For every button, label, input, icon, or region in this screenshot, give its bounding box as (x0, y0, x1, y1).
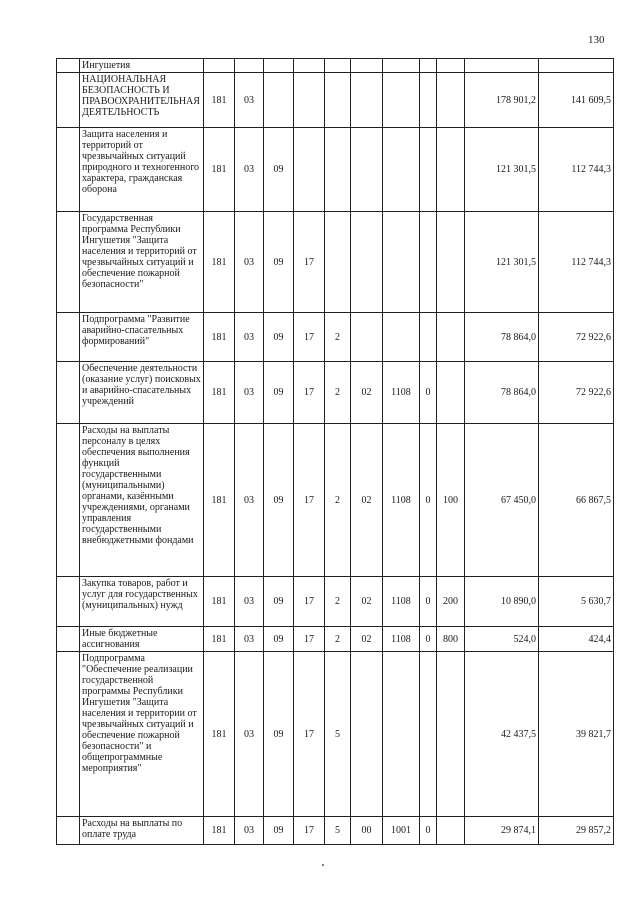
code-cell-c8: 0 (420, 577, 437, 627)
code-cell-c7 (383, 73, 420, 128)
code-cell-c7: 1108 (383, 362, 420, 424)
amount-cell-s2: 29 857,2 (539, 817, 614, 845)
code-cell-c8 (420, 59, 437, 73)
amount-cell-s1: 121 301,5 (465, 212, 539, 313)
page-number: 130 (588, 34, 605, 46)
code-cell-c5: 2 (325, 424, 351, 577)
code-cell-c5: 2 (325, 577, 351, 627)
code-cell-c3: 09 (264, 817, 294, 845)
row-name: Расходы на выплаты персоналу в целях обеспечения выполнения функций государственными (муниципальными) органами, казёнными учреждениями, органами управления государственными внебюджетными фондами (80, 424, 204, 577)
row-margin-cell (57, 577, 80, 627)
code-cell-c5 (325, 73, 351, 128)
code-cell-c2 (235, 59, 264, 73)
code-cell-c8: 0 (420, 817, 437, 845)
code-cell-c2: 03 (235, 577, 264, 627)
code-cell-c7 (383, 59, 420, 73)
code-cell-c3: 09 (264, 652, 294, 817)
code-cell-c1: 181 (204, 128, 235, 212)
amount-cell-s2: 66 867,5 (539, 424, 614, 577)
amount-cell-s1: 178 901,2 (465, 73, 539, 128)
budget-table (56, 58, 614, 845)
code-cell-c9: 100 (437, 424, 465, 577)
amount-cell-s2: 112 744,3 (539, 212, 614, 313)
row-margin-cell (57, 627, 80, 652)
code-cell-c5: 5 (325, 652, 351, 817)
code-cell-c6: 02 (351, 577, 383, 627)
table-row (57, 424, 614, 577)
code-cell-c3: 09 (264, 627, 294, 652)
row-name: Государственная программа Республики Ингушетия "Защита населения и территорий от чрезвычайных ситуаций и обеспечение пожарной безопасности" (80, 212, 204, 313)
row-margin-cell (57, 73, 80, 128)
amount-cell-s1: 29 874,1 (465, 817, 539, 845)
code-cell-c5: 2 (325, 362, 351, 424)
code-cell-c5 (325, 59, 351, 73)
code-cell-c8 (420, 313, 437, 362)
code-cell-c3 (264, 59, 294, 73)
code-cell-c6 (351, 212, 383, 313)
code-cell-c9: 800 (437, 627, 465, 652)
table-row (57, 577, 614, 627)
code-cell-c7: 1108 (383, 627, 420, 652)
amount-cell-s2: 112 744,3 (539, 128, 614, 212)
code-cell-c1: 181 (204, 362, 235, 424)
amount-cell-s1 (465, 59, 539, 73)
code-cell-c8: 0 (420, 424, 437, 577)
code-cell-c2: 03 (235, 627, 264, 652)
code-cell-c7 (383, 652, 420, 817)
code-cell-c1: 181 (204, 652, 235, 817)
code-cell-c1 (204, 59, 235, 73)
code-cell-c8: 0 (420, 362, 437, 424)
row-margin-cell (57, 652, 80, 817)
scan-speck (322, 864, 324, 866)
code-cell-c2: 03 (235, 652, 264, 817)
code-cell-c7: 1108 (383, 424, 420, 577)
code-cell-c4 (294, 59, 325, 73)
code-cell-c3: 09 (264, 362, 294, 424)
code-cell-c6: 02 (351, 424, 383, 577)
amount-cell-s2 (539, 59, 614, 73)
code-cell-c9 (437, 212, 465, 313)
code-cell-c3: 09 (264, 212, 294, 313)
code-cell-c6: 00 (351, 817, 383, 845)
code-cell-c2: 03 (235, 424, 264, 577)
code-cell-c4: 17 (294, 627, 325, 652)
code-cell-c9 (437, 73, 465, 128)
code-cell-c4: 17 (294, 652, 325, 817)
table-row (57, 817, 614, 845)
amount-cell-s2: 141 609,5 (539, 73, 614, 128)
code-cell-c4 (294, 128, 325, 212)
table-row (57, 362, 614, 424)
amount-cell-s1: 67 450,0 (465, 424, 539, 577)
code-cell-c9 (437, 652, 465, 817)
code-cell-c2: 03 (235, 362, 264, 424)
amount-cell-s1: 78 864,0 (465, 313, 539, 362)
row-margin-cell (57, 362, 80, 424)
table-row (57, 59, 614, 73)
table-row (57, 212, 614, 313)
code-cell-c8 (420, 128, 437, 212)
code-cell-c6 (351, 652, 383, 817)
row-name: НАЦИОНАЛЬНАЯ БЕЗОПАСНОСТЬ И ПРАВООХРАНИТЕЛЬНАЯ ДЕЯТЕЛЬНОСТЬ (80, 73, 204, 128)
code-cell-c7: 1108 (383, 577, 420, 627)
row-name: Подпрограмма "Развитие аварийно-спасательных формирований" (80, 313, 204, 362)
amount-cell-s1: 121 301,5 (465, 128, 539, 212)
row-margin-cell (57, 817, 80, 845)
code-cell-c4 (294, 73, 325, 128)
code-cell-c5: 5 (325, 817, 351, 845)
code-cell-c3: 09 (264, 128, 294, 212)
code-cell-c8: 0 (420, 627, 437, 652)
code-cell-c7 (383, 128, 420, 212)
code-cell-c1: 181 (204, 73, 235, 128)
code-cell-c9: 200 (437, 577, 465, 627)
code-cell-c2: 03 (235, 73, 264, 128)
code-cell-c6: 02 (351, 627, 383, 652)
code-cell-c8 (420, 212, 437, 313)
code-cell-c8 (420, 73, 437, 128)
row-margin-cell (57, 313, 80, 362)
code-cell-c5 (325, 128, 351, 212)
amount-cell-s1: 524,0 (465, 627, 539, 652)
amount-cell-s2: 39 821,7 (539, 652, 614, 817)
row-margin-cell (57, 212, 80, 313)
code-cell-c4: 17 (294, 212, 325, 313)
code-cell-c1: 181 (204, 424, 235, 577)
row-name: Обеспечение деятельности (оказание услуг) поисковых и аварийно-спасательных учреждений (80, 362, 204, 424)
amount-cell-s2: 424,4 (539, 627, 614, 652)
code-cell-c2: 03 (235, 817, 264, 845)
code-cell-c2: 03 (235, 212, 264, 313)
code-cell-c6 (351, 59, 383, 73)
amount-cell-s1: 78 864,0 (465, 362, 539, 424)
code-cell-c5 (325, 212, 351, 313)
code-cell-c9 (437, 128, 465, 212)
code-cell-c1: 181 (204, 817, 235, 845)
row-margin-cell (57, 424, 80, 577)
code-cell-c6 (351, 313, 383, 362)
code-cell-c8 (420, 652, 437, 817)
code-cell-c7: 1001 (383, 817, 420, 845)
code-cell-c9 (437, 817, 465, 845)
amount-cell-s1: 42 437,5 (465, 652, 539, 817)
code-cell-c4: 17 (294, 362, 325, 424)
code-cell-c4: 17 (294, 577, 325, 627)
code-cell-c3: 09 (264, 577, 294, 627)
code-cell-c6: 02 (351, 362, 383, 424)
code-cell-c5: 2 (325, 627, 351, 652)
code-cell-c7 (383, 212, 420, 313)
code-cell-c9 (437, 362, 465, 424)
table-row (57, 73, 614, 128)
row-name: Ингушетия (80, 59, 204, 73)
code-cell-c5: 2 (325, 313, 351, 362)
code-cell-c7 (383, 313, 420, 362)
code-cell-c9 (437, 313, 465, 362)
code-cell-c6 (351, 128, 383, 212)
code-cell-c3 (264, 73, 294, 128)
code-cell-c2: 03 (235, 128, 264, 212)
amount-cell-s2: 5 630,7 (539, 577, 614, 627)
row-margin-cell (57, 128, 80, 212)
amount-cell-s1: 10 890,0 (465, 577, 539, 627)
amount-cell-s2: 72 922,6 (539, 362, 614, 424)
code-cell-c9 (437, 59, 465, 73)
code-cell-c4: 17 (294, 817, 325, 845)
table-row (57, 313, 614, 362)
code-cell-c1: 181 (204, 212, 235, 313)
table-row (57, 627, 614, 652)
row-name: Иные бюджетные ассигнования (80, 627, 204, 652)
row-name: Закупка товаров, работ и услуг для государственных (муниципальных) нужд (80, 577, 204, 627)
code-cell-c3: 09 (264, 313, 294, 362)
code-cell-c1: 181 (204, 577, 235, 627)
code-cell-c3: 09 (264, 424, 294, 577)
table-row (57, 128, 614, 212)
row-name: Подпрограмма "Обеспечение реализации государственной программы Республики Ингушетия "Защита населения и территории от чрезвычайных ситуаций и обеспечение пожарной безопасности" и общепрограммные мероприятия" (80, 652, 204, 817)
row-name: Расходы на выплаты по оплате труда (80, 817, 204, 845)
amount-cell-s2: 72 922,6 (539, 313, 614, 362)
code-cell-c4: 17 (294, 424, 325, 577)
code-cell-c1: 181 (204, 627, 235, 652)
row-margin-cell (57, 59, 80, 73)
code-cell-c6 (351, 73, 383, 128)
table-row (57, 652, 614, 817)
code-cell-c1: 181 (204, 313, 235, 362)
row-name: Защита населения и территорий от чрезвычайных ситуаций природного и техногенного характера, гражданская оборона (80, 128, 204, 212)
code-cell-c4: 17 (294, 313, 325, 362)
code-cell-c2: 03 (235, 313, 264, 362)
